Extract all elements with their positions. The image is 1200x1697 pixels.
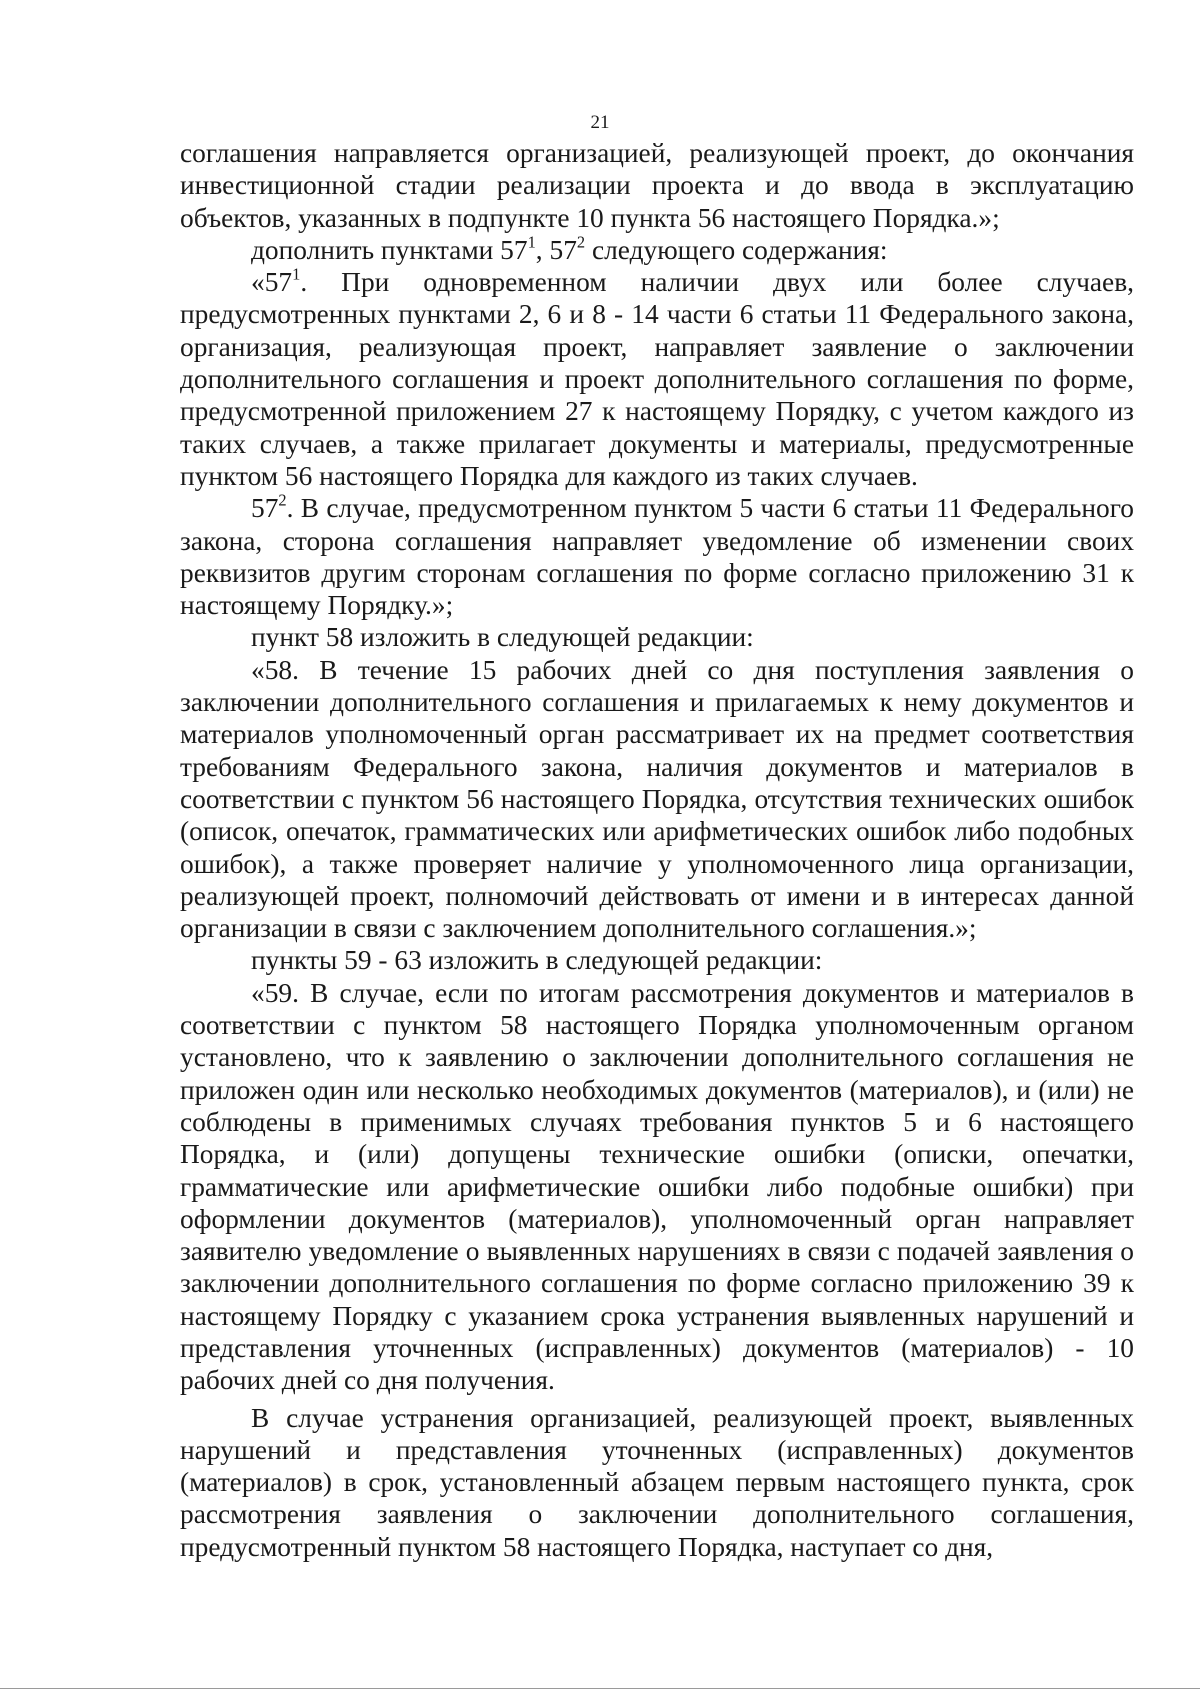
add-points-text-mid: , 57 — [535, 234, 577, 265]
point-57-1-number: «57 — [251, 267, 293, 298]
point-57-2-superscript: 2 — [278, 490, 287, 510]
document-body — [180, 137, 1134, 1563]
add-points-text-start: дополнить пунктами 57 — [251, 234, 528, 265]
paragraph-add-points — [180, 234, 1134, 266]
paragraph-57-2 — [180, 492, 1134, 621]
point-57-1-text: . При одновременном наличии двух или более случаев, предусмотренных пунктами 2, 6 и 8 - 14 части 6 статьи 11 Федерального закона, организация, реализующая проект, направляет заявление о заключении дополнительного соглашения и проект дополнительного соглашения по форме, предусмотренной приложением 27 к настоящему Порядку, с учетом каждого из таких случаев, а также прилагает документы и материалы, предусмотренные пунктом 56 настоящего Порядка для каждого из таких случаев. — [180, 267, 1134, 491]
paragraph-points-59-63-intro: пункты 59 - 63 изложить в следующей редакции: — [251, 945, 823, 976]
paragraph-57-1 — [180, 266, 1134, 492]
point-57-2-text: . В случае, предусмотренном пунктом 5 части 6 статьи 11 Федерального закона, сторона соглашения направляет уведомление об изменении своих реквизитов другим сторонам соглашения по форме согласно приложению 31 к настоящему Порядку.»; — [180, 493, 1134, 621]
scan-bottom-edge — [0, 1688, 1200, 1689]
paragraph-point-58-intro: пункт 58 изложить в следующей редакции: — [251, 622, 754, 653]
paragraph-continuation: соглашения направляется организацией, реализующей проект, до окончания инвестиционной стадии реализации проекта и до ввода в эксплуатацию объектов, указанных в подпункте 10 пункта 56 настоящего Порядка.»; — [180, 138, 1134, 233]
page-number: 21 — [590, 112, 610, 133]
superscript-2: 2 — [576, 232, 586, 252]
add-points-text-end: следующего содержания: — [585, 234, 888, 265]
superscript-1: 1 — [527, 232, 536, 252]
paragraph-59-part-2: В случае устранения организацией, реализующей проект, выявленных нарушений и представления уточненных (исправленных) документов (материалов) в срок, установленный абзацем первым настоящего пункта, срок рассмотрения заявления о заключении дополнительного соглашения, предусмотренный пунктом 58 настоящего Порядка, наступает со дня, — [180, 1402, 1134, 1562]
paragraph-59: «59. В случае, если по итогам рассмотрения документов и материалов в соответствии с пунктом 58 настоящего Порядка уполномоченным органом установлено, что к заявлению о заключении дополнительного соглашения не приложен один или несколько необходимых документов (материалов), и (или) не соблюдены в применимых случаях требования пунктов 5 и 6 настоящего Порядка, и (или) допущены технические ошибки (описки, опечатки, грамматические или арифметические ошибки либо подобные ошибки) при оформлении документов (материалов), уполномоченный орган направляет заявителю уведомление о выявленных нарушениях в связи с подачей заявления о заключении дополнительного соглашения по форме согласно приложению 39 к настоящему Порядку с указанием срока устранения выявленных нарушений и представления уточненных (исправленных) документов (материалов) - 10 рабочих дней со дня получения. — [180, 977, 1134, 1396]
point-57-1-superscript: 1 — [292, 264, 301, 284]
point-57-2-number: 57 — [251, 493, 279, 524]
paragraph-58: «58. В течение 15 рабочих дней со дня поступления заявления о заключении дополнительного соглашения и прилагаемых к нему документов и материалов уполномоченный орган рассматривает их на предмет соответствия требованиям Федерального закона, наличия документов и материалов в соответствии с пунктом 56 настоящего Порядка, отсутствия технических ошибок (описок, опечаток, грамматических или арифметических ошибок либо подобных ошибок), а также проверяет наличие у уполномоченного лица организации, реализующей проект, полномочий действовать от имени и в интересах данной организации в связи с заключением дополнительного соглашения.»; — [180, 654, 1134, 944]
